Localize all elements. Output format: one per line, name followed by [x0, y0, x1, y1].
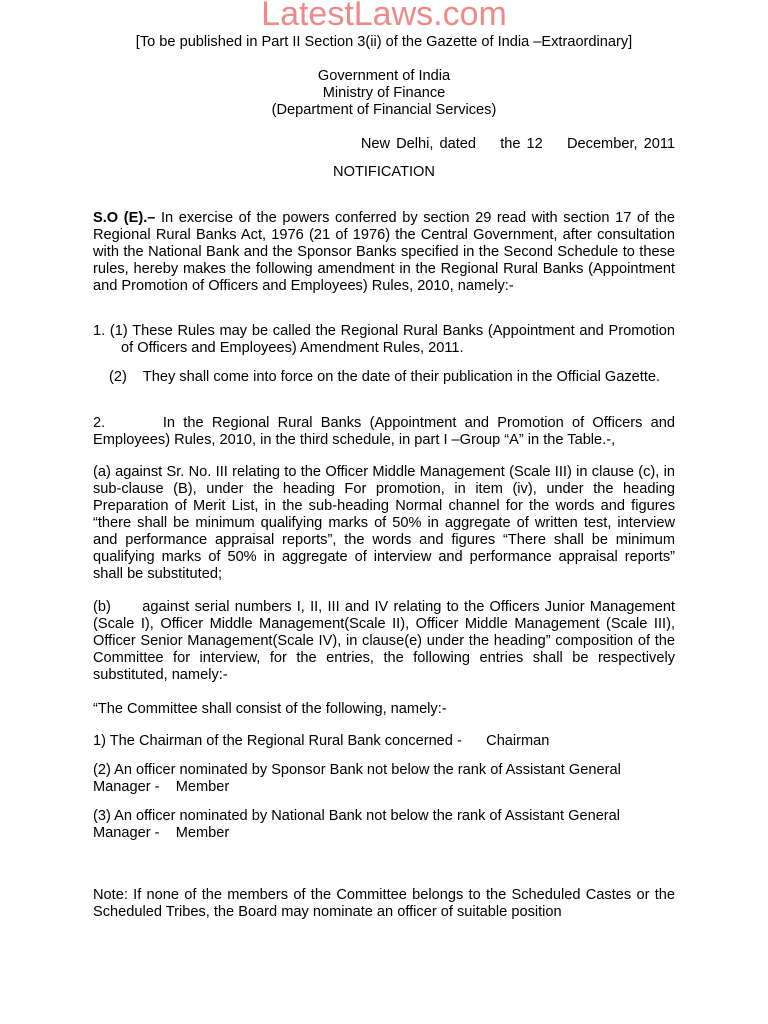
rule-1-1-text: 1. (1) These Rules may be called the Regional Rural Banks (Appointment and Promotion of Officers and Employees) Amendment Rules, 2011. [93, 323, 675, 356]
notification-title: NOTIFICATION [333, 164, 435, 180]
dateline: New Delhi, dated the 12 December, 2011 [360, 136, 675, 152]
note-paragraph: Note: If none of the members of the Committee belongs to the Scheduled Castes or the Scheduled Tribes, the Board may nominate an officer of suitable position [93, 887, 675, 920]
preamble-label: S.O (E).– [93, 210, 156, 226]
watermark-text: LatestLaws.com [261, 0, 507, 33]
preamble-paragraph [93, 210, 675, 295]
rule-1-1 [93, 323, 675, 357]
rule-1-2-text: (2) They shall come into force on the date of their publication in the Official Gazette. [109, 369, 661, 385]
clause-a-paragraph: (a) against Sr. No. III relating to the Officer Middle Management (Scale III) in clause (c), in sub-clause (B), under the heading For promotion, in item (iv), under the heading Preparation of Merit List, in the sub-heading Normal channel for the words and figures “there shall be minimum qualifying marks of 50% in aggregate of written test, interview and performance appraisal reports”, the words and figures “There shall be minimum qualifying marks of 50% in aggregate of interview and performance appraisal reports” shall be substituted; [93, 464, 675, 582]
header-government: Government of India [317, 68, 451, 84]
preamble-text: In exercise of the powers conferred by section 29 read with section 17 of the Regional Rural Banks Act, 1976 (21 of 1976) the Central Government, after consultation with the National Bank and the Sponsor Banks specified in the Second Schedule to these rules, hereby makes the following amendment in the Regional Rural Banks (Appointment and Promotion of Officers and Employees) Rules, 2010, namely:- [93, 210, 675, 294]
header-department: (Department of Financial Services) [271, 102, 497, 118]
clause-b-paragraph: (b) against serial numbers I, II, III and IV relating to the Officers Junior Management (Scale I), Officer Middle Management(Scale II), Officer Middle Management (Scale III), Officer Senior Management(Scale IV), in clause(e) under the heading” composition of the Committee for interview, for the entries, the following entries shall be respectively substituted, namely:- [93, 599, 680, 683]
committee-member-3: (3) An officer nominated by National Bank not below the rank of Assistant General Manager - Member [93, 808, 625, 841]
rule-1-2 [93, 369, 675, 386]
header-ministry: Ministry of Finance [322, 85, 446, 101]
committee-member-1: 1) The Chairman of the Regional Rural Bank concerned - Chairman [93, 733, 550, 749]
gazette-note: [To be published in Part II Section 3(ii) of the Gazette of India –Extraordinary] [135, 34, 633, 50]
committee-member-2: (2) An officer nominated by Sponsor Bank not below the rank of Assistant General Manager - Member [93, 762, 625, 795]
rule-2-paragraph: 2. In the Regional Rural Banks (Appointment and Promotion of Officers and Employees) Rules, 2010, in the third schedule, in part I –Group “A” in the Table.-, [93, 415, 680, 448]
committee-intro: “The Committee shall consist of the following, namely:- [93, 701, 447, 717]
